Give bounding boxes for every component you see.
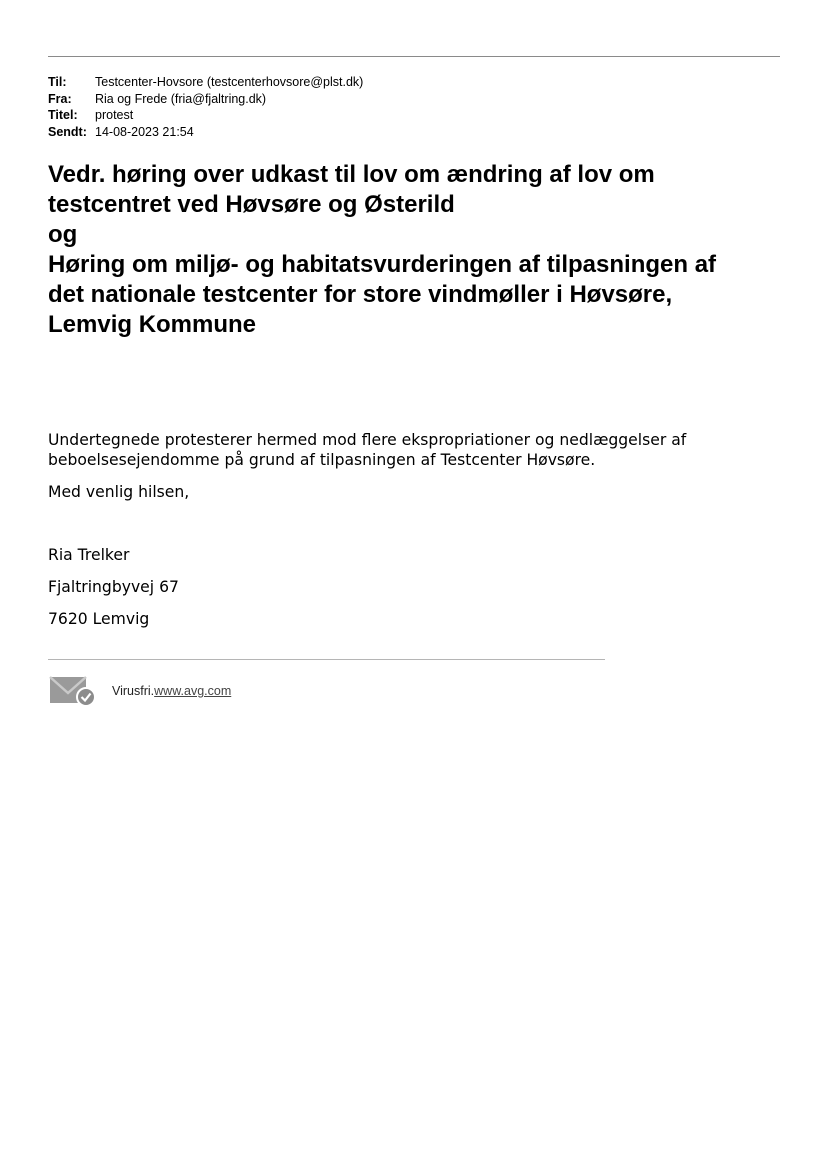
virus-free-label: Virusfri. bbox=[112, 684, 155, 698]
top-divider bbox=[48, 56, 780, 57]
email-body bbox=[48, 430, 748, 470]
greeting: Med venlig hilsen, bbox=[48, 483, 190, 501]
subject-line: det nationale testcenter for store vindmøller i Høvsøre, bbox=[48, 281, 673, 308]
email-subject-heading bbox=[48, 160, 788, 340]
email-header-block bbox=[48, 74, 363, 140]
header-row-from bbox=[48, 91, 363, 108]
subject-line: testcentret ved Høvsøre og Østerild bbox=[48, 191, 455, 218]
sent-value: 14-08-2023 21:54 bbox=[95, 124, 194, 139]
sent-label: Sendt: bbox=[48, 124, 87, 139]
subject-line: Høring om miljø- og habitatsvurderingen af tilpasningen af bbox=[48, 251, 717, 278]
subject-value: protest bbox=[95, 108, 134, 122]
signature-name: Ria Trelker bbox=[48, 546, 130, 564]
subject-line: og bbox=[48, 221, 78, 248]
subject-label: Titel: bbox=[48, 108, 78, 122]
virus-free-text bbox=[112, 684, 231, 698]
header-row-subject bbox=[48, 107, 363, 124]
header-row-sent bbox=[48, 124, 363, 141]
avg-footer bbox=[48, 674, 231, 708]
subject-line: Vedr. høring over udkast til lov om ændring af lov om bbox=[48, 161, 655, 188]
body-line: beboelsesejendomme på grund af tilpasningen af Testcenter Høvsøre. bbox=[48, 451, 596, 469]
to-value: Testcenter-Hovsore (testcenterhovsore@plst.dk) bbox=[95, 75, 364, 89]
from-value: Ria og Frede (fria@fjaltring.dk) bbox=[95, 91, 267, 106]
avg-link[interactable]: www.avg.com bbox=[154, 684, 232, 698]
signature-city: 7620 Lemvig bbox=[48, 610, 150, 628]
subject-line: Lemvig Kommune bbox=[48, 311, 257, 338]
to-label: Til: bbox=[48, 75, 67, 89]
footer-divider bbox=[48, 659, 605, 660]
body-line: Undertegnede protesterer hermed mod flere ekspropriationer og nedlæggelser af bbox=[48, 431, 687, 449]
from-label: Fra: bbox=[48, 91, 72, 106]
header-row-to bbox=[48, 74, 363, 91]
envelope-check-icon bbox=[48, 674, 96, 708]
signature-street: Fjaltringbyvej 67 bbox=[48, 578, 179, 596]
